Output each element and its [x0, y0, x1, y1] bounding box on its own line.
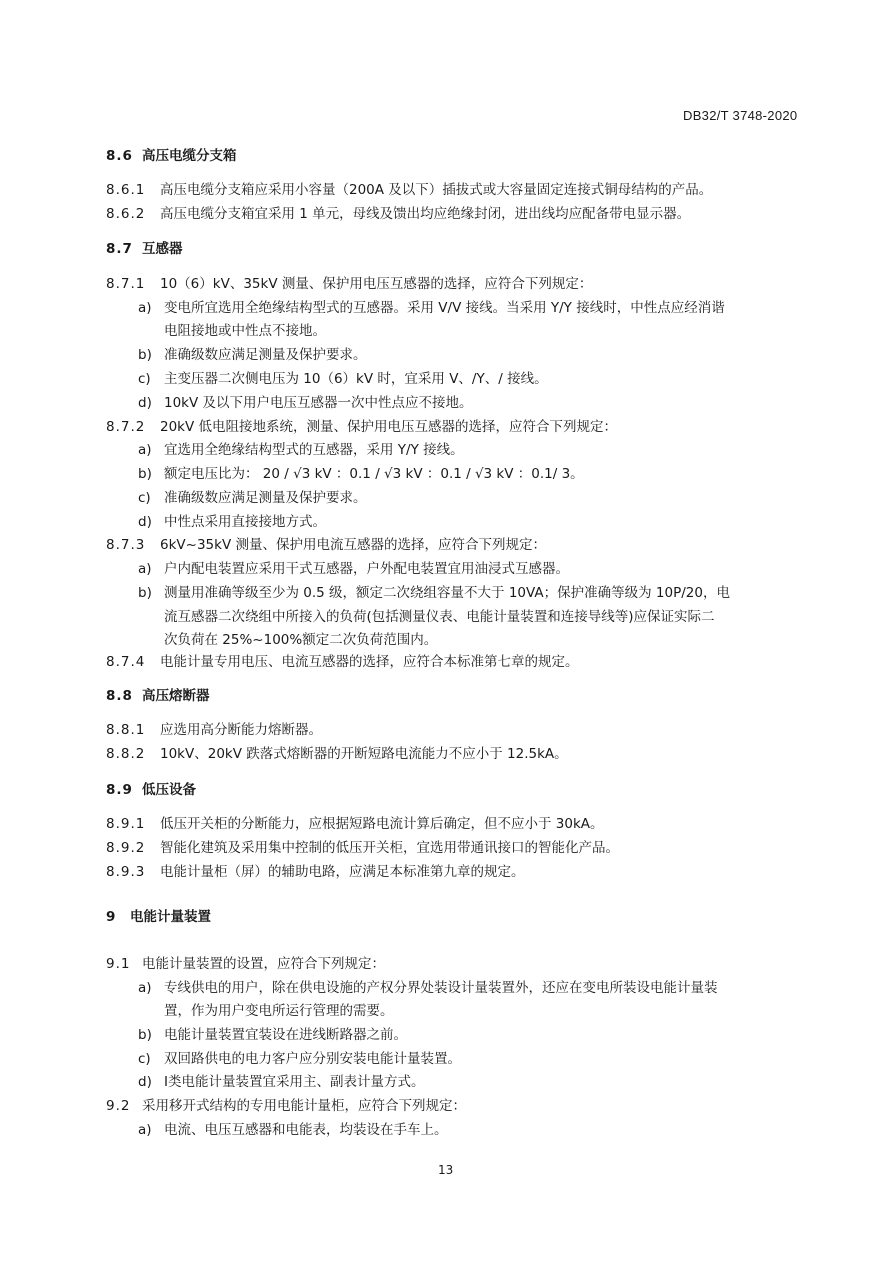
clause-8-7-4	[106, 652, 579, 672]
section-number: 8.9	[106, 782, 133, 798]
list-item-a	[138, 298, 725, 318]
clause-number: 9.1	[106, 956, 131, 972]
list-text: 电能计量装置宜装设在进线断路器之前。	[164, 1027, 407, 1043]
clause-number: 8.9.2	[106, 840, 146, 856]
section-heading-8-7	[106, 239, 183, 259]
clause-8-7-3	[106, 535, 546, 555]
list-marker: b)	[138, 585, 152, 601]
list-marker: a)	[138, 300, 152, 316]
section-title: 高压熔断器	[142, 688, 210, 704]
clause-8-6-2	[106, 204, 690, 224]
list-item-d	[138, 1072, 424, 1092]
clause-8-9-1	[106, 814, 604, 834]
clause-number: 8.6.1	[106, 182, 146, 198]
list-text: 10kV 及以下用户电压互感器一次中性点应不接地。	[164, 395, 473, 411]
list-item-a-cont: 置，作为用户变电所运行管理的需要。	[164, 1003, 394, 1019]
list-item-c	[138, 1049, 461, 1069]
list-text: 主变压器二次侧电压为 10（6）kV 时，宜采用 V、/Y、/ 接线。	[164, 371, 548, 387]
section-title: 高压电缆分支箱	[142, 148, 237, 164]
list-item-d	[138, 512, 326, 532]
list-marker: c)	[138, 371, 151, 387]
document-id: DB32/T 3748-2020	[683, 108, 798, 123]
list-marker: c)	[138, 490, 151, 506]
section-heading-8-8	[106, 686, 210, 706]
list-marker: a)	[138, 1122, 152, 1138]
list-item-c	[138, 488, 367, 508]
clause-9-2	[106, 1096, 466, 1116]
list-item-d	[138, 393, 473, 413]
section-number: 8.6	[106, 148, 133, 164]
list-item-b-cont: 流互感器二次绕组中所接入的负荷(包括测量仪表、电能计量装置和连接导线等)应保证实际二	[164, 609, 715, 625]
list-marker: b)	[138, 1027, 152, 1043]
clause-text: 采用移开式结构的专用电能计量柜，应符合下列规定：	[142, 1098, 466, 1114]
section-title: 电能计量装置	[130, 909, 211, 925]
clause-number: 8.9.3	[106, 864, 146, 880]
list-item-b	[138, 464, 584, 484]
section-heading-9	[106, 907, 211, 927]
list-text: 准确级数应满足测量及保护要求。	[164, 347, 367, 363]
list-item-c	[138, 369, 548, 389]
list-item-a	[138, 559, 569, 579]
list-marker: b)	[138, 466, 152, 482]
list-item-b	[138, 1025, 407, 1045]
clause-8-9-3	[106, 862, 525, 882]
section-number: 8.8	[106, 688, 133, 704]
clause-8-6-1	[106, 180, 712, 200]
list-marker: a)	[138, 980, 152, 996]
clause-number: 8.7.2	[106, 419, 146, 435]
clause-text: 10kV、20kV 跌落式熔断器的开断短路电流能力不应小于 12.5kA。	[160, 746, 568, 762]
list-marker: d)	[138, 514, 152, 530]
clause-text: 20kV 低电阻接地系统，测量、保护用电压互感器的选择，应符合下列规定：	[160, 419, 618, 435]
list-item-b-cont: 次负荷在 25%~100%额定二次负荷范围内。	[164, 632, 438, 648]
clause-number: 8.9.1	[106, 816, 146, 832]
page-number: 13	[438, 1163, 454, 1177]
clause-number: 8.6.2	[106, 206, 146, 222]
clause-text: 电能计量装置的设置，应符合下列规定：	[142, 956, 385, 972]
list-text: Ⅰ类电能计量装置宜采用主、副表计量方式。	[164, 1074, 425, 1090]
list-marker: d)	[138, 395, 152, 411]
list-text: 户内配电装置应采用干式互感器，户外配电装置宜用油浸式互感器。	[164, 561, 569, 577]
clause-number: 9.2	[106, 1098, 131, 1114]
list-text: 双回路供电的电力客户应分别安装电能计量装置。	[164, 1051, 461, 1067]
list-item-a	[138, 1120, 448, 1140]
list-item-a	[138, 440, 464, 460]
list-marker: a)	[138, 442, 152, 458]
clause-8-8-2	[106, 744, 568, 764]
clause-8-9-2	[106, 838, 619, 858]
clause-number: 8.7.3	[106, 537, 146, 553]
clause-text: 10（6）kV、35kV 测量、保护用电压互感器的选择，应符合下列规定：	[160, 276, 593, 292]
clause-text: 6kV~35kV 测量、保护用电流互感器的选择，应符合下列规定：	[160, 537, 546, 553]
list-marker: d)	[138, 1074, 152, 1090]
section-heading-8-6	[106, 146, 237, 166]
clause-text: 高压电缆分支箱宜采用 1 单元，母线及馈出均应绝缘封闭，进出线均应配备带电显示器。	[160, 206, 691, 222]
section-title: 低压设备	[142, 782, 196, 798]
section-heading-8-9	[106, 780, 196, 800]
list-item-b	[138, 345, 367, 365]
list-text: 准确级数应满足测量及保护要求。	[164, 490, 367, 506]
section-title: 互感器	[142, 241, 183, 257]
clause-number: 8.7.4	[106, 654, 146, 670]
list-text: 测量用准确等级至少为 0.5 级，额定二次绕组容量不大于 10VA；保护准确等级为 10P/20，电	[164, 585, 730, 601]
clause-text: 电能计量柜（屏）的辅助电路，应满足本标准第九章的规定。	[160, 864, 525, 880]
list-marker: b)	[138, 347, 152, 363]
list-marker: a)	[138, 561, 152, 577]
clause-number: 8.8.2	[106, 746, 146, 762]
clause-8-7-2	[106, 417, 617, 437]
list-text: 专线供电的用户，除在供电设施的产权分界处装设计量装置外，还应在变电所装设电能计量装	[164, 980, 718, 996]
clause-text: 高压电缆分支箱应采用小容量（200A 及以下）插拔式或大容量固定连接式铜母结构的产品。	[160, 182, 713, 198]
list-item-a-cont: 电阻接地或中性点不接地。	[164, 323, 326, 339]
clause-text: 低压开关柜的分断能力，应根据短路电流计算后确定，但不应小于 30kA。	[160, 816, 604, 832]
list-text: 额定电压比为： 20 / √3 kV ：0.1 / √3 kV ：0.1 / √3 kV ：0.1/ 3。	[164, 466, 584, 482]
clause-8-7-1	[106, 274, 592, 294]
list-marker: c)	[138, 1051, 151, 1067]
clause-8-8-1	[106, 720, 322, 740]
clause-9-1	[106, 954, 385, 974]
clause-text: 应选用高分断能力熔断器。	[160, 722, 322, 738]
section-number: 9	[106, 909, 117, 925]
list-text: 电流、电压互感器和电能表，均装设在手车上。	[164, 1122, 448, 1138]
clause-text: 智能化建筑及采用集中控制的低压开关柜，宜选用带通讯接口的智能化产品。	[160, 840, 619, 856]
list-item-a	[138, 978, 718, 998]
list-text: 中性点采用直接接地方式。	[164, 514, 326, 530]
clause-number: 8.7.1	[106, 276, 146, 292]
list-text: 宜选用全绝缘结构型式的互感器，采用 Y/Y 接线。	[164, 442, 464, 458]
clause-number: 8.8.1	[106, 722, 146, 738]
list-text: 变电所宜选用全绝缘结构型式的互感器。采用 V/V 接线。当采用 Y/Y 接线时，中性点应经消谐	[164, 300, 725, 316]
list-item-b	[138, 583, 730, 603]
clause-text: 电能计量专用电压、电流互感器的选择，应符合本标准第七章的规定。	[160, 654, 579, 670]
section-number: 8.7	[106, 241, 133, 257]
